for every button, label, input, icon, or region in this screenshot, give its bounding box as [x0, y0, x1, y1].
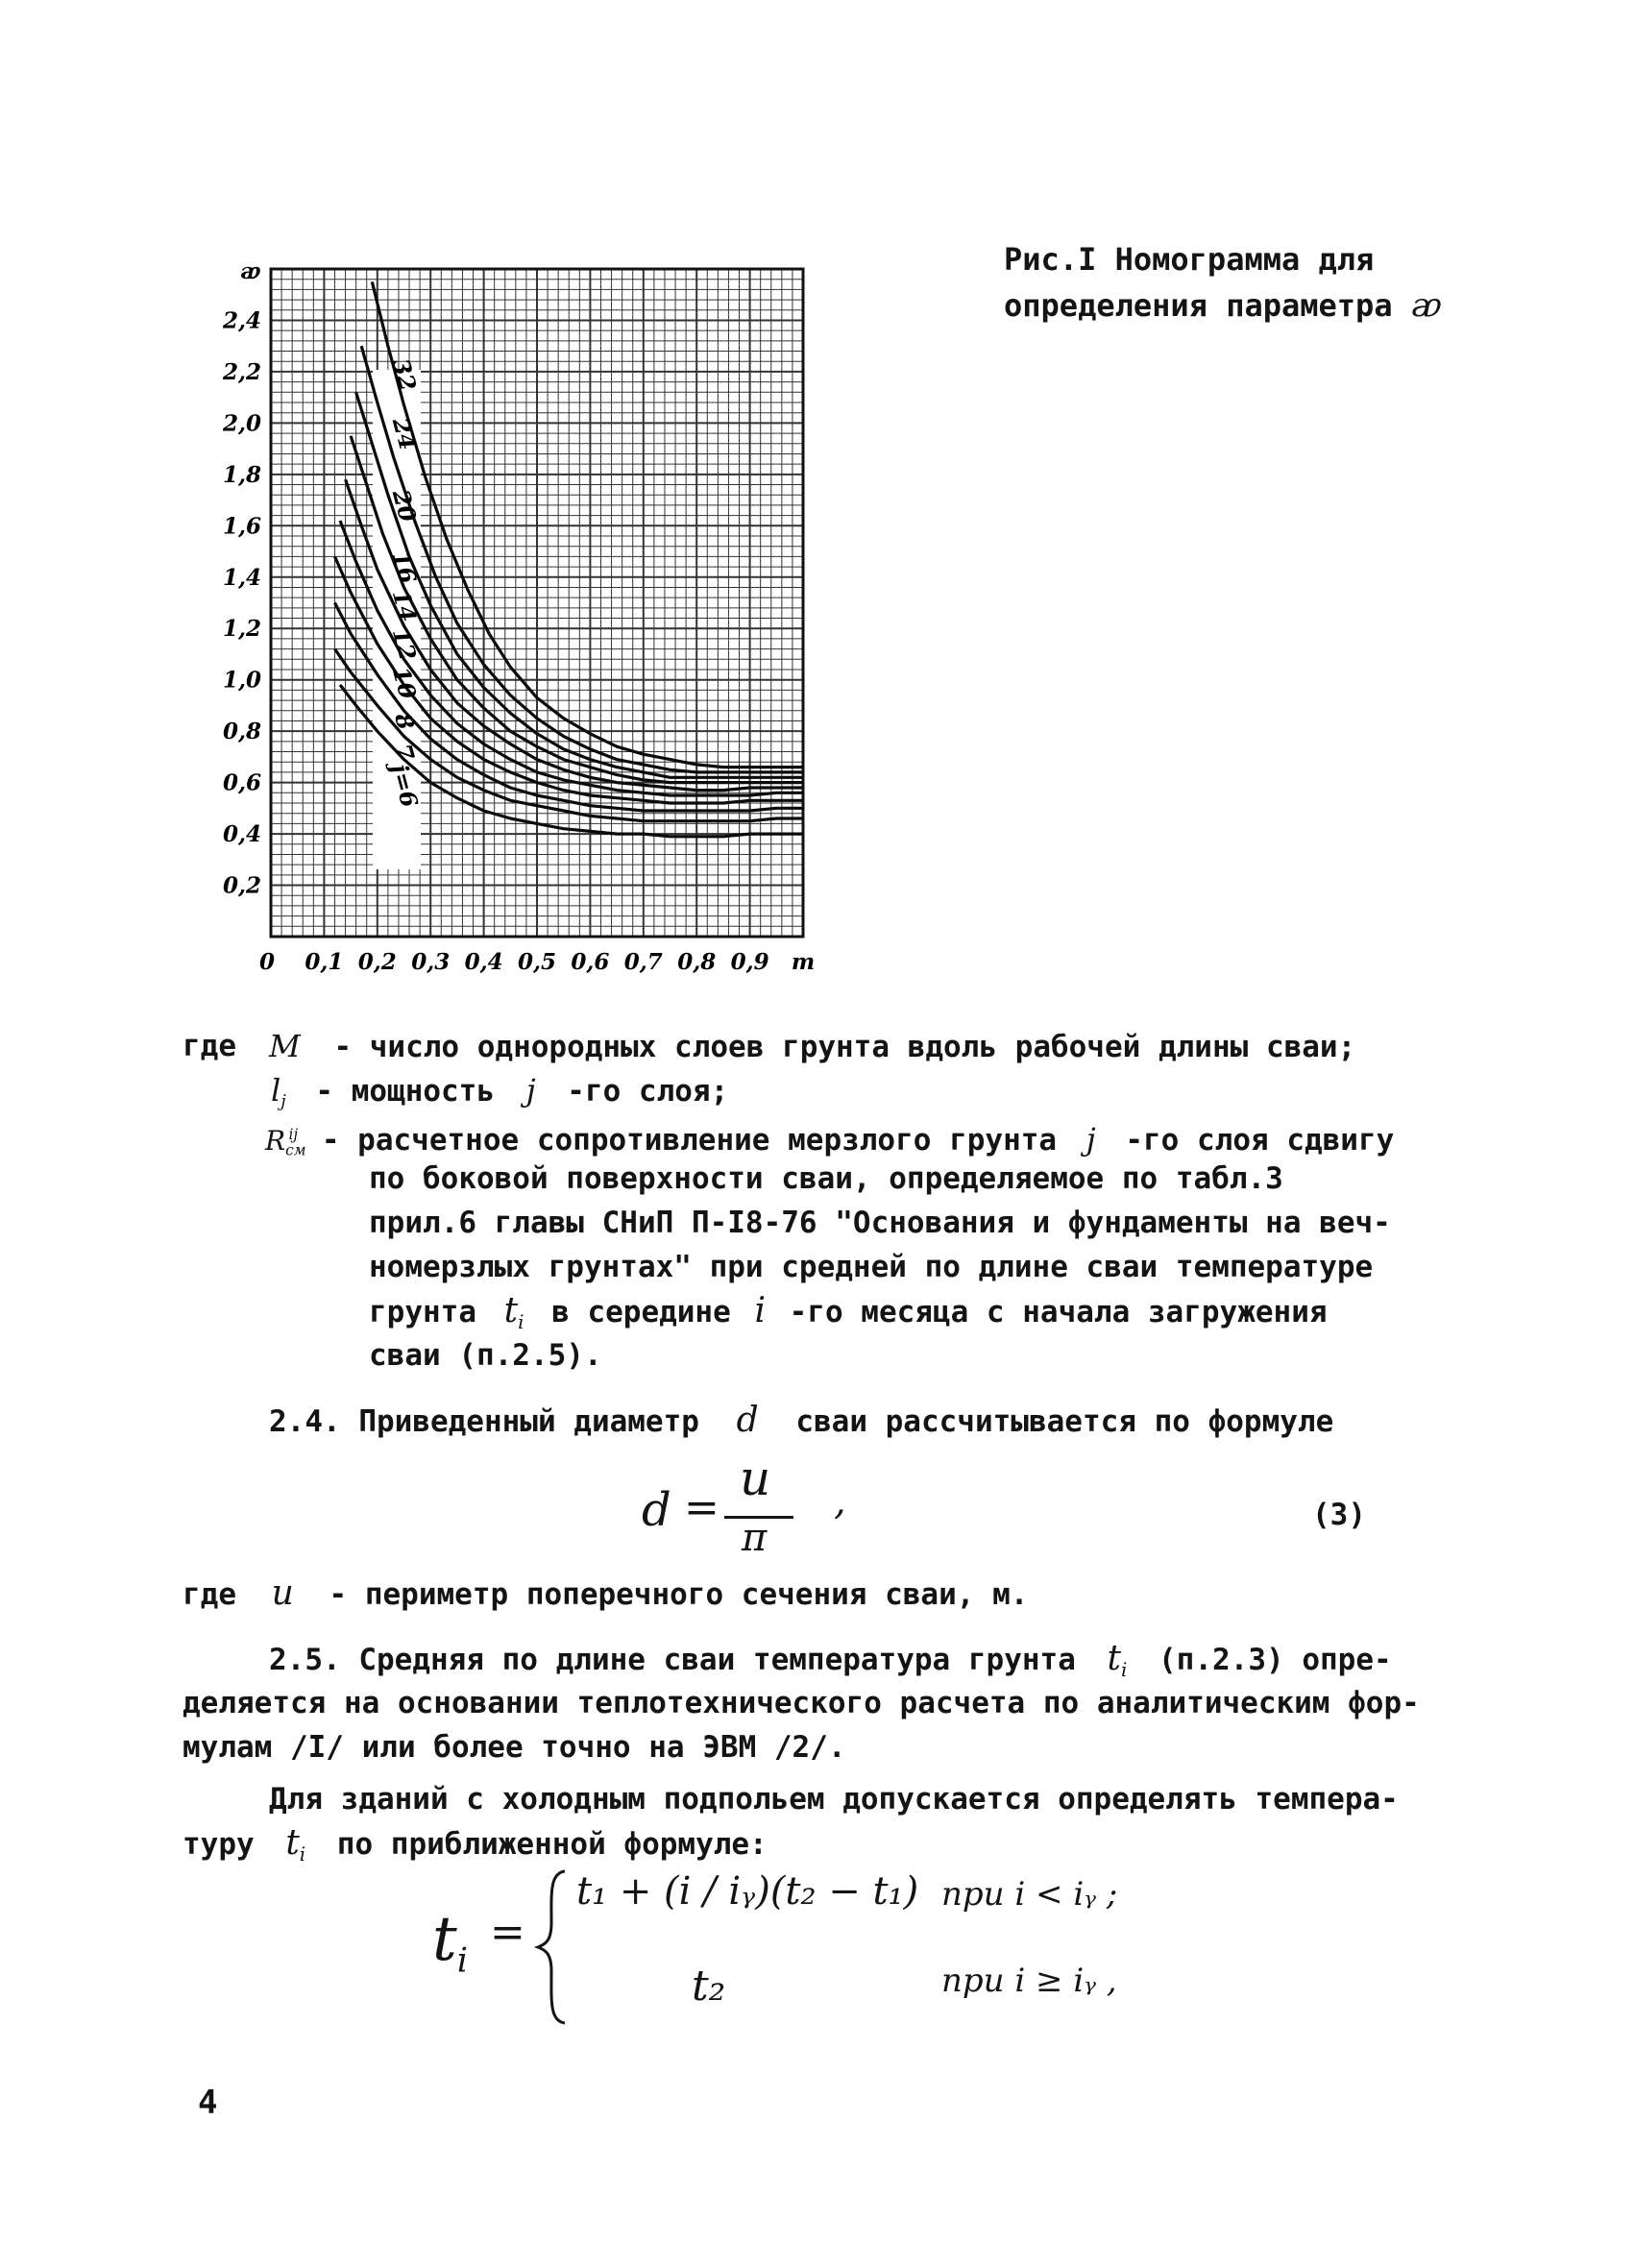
def-r-line-2: по боковой поверхности сваи, определяемое по табл.3 — [369, 1161, 1283, 1196]
where-word: где — [183, 1029, 236, 1063]
curve-label: 10 — [386, 663, 423, 702]
x-tick-label: 0,1 — [305, 949, 344, 975]
caption-symbol: ᴂ — [1410, 286, 1442, 325]
curve-label: 14 — [386, 586, 423, 625]
def-u — [183, 1572, 1028, 1617]
formula-4-lhs-sub: i — [456, 1940, 468, 1981]
caption-line-2 — [1004, 282, 1442, 329]
para-cold-t-sub: i — [299, 1842, 306, 1866]
def-u-text: - периметр поперечного сечения сваи, м. — [329, 1577, 1029, 1612]
formula-4-lhs-t: t — [432, 1904, 457, 1975]
def-r-sup: ij — [288, 1126, 299, 1143]
def-m — [269, 1024, 1355, 1069]
x-tick-label: 0,3 — [411, 949, 451, 975]
y-tick-label: 2,4 — [222, 307, 261, 334]
x-tick-label: m — [791, 949, 816, 975]
def-r-letter: R — [265, 1124, 286, 1157]
def-u-symbol: u — [271, 1573, 294, 1613]
para-cold-l2a: туру — [183, 1827, 255, 1862]
def-r-line-3: прил.6 главы СНиП П-I8-76 "Основания и фундаменты на веч- — [369, 1206, 1391, 1240]
formula-3-eq: = — [684, 1483, 719, 1532]
y-tick-label: 1,0 — [222, 667, 261, 694]
y-tick-label: 1,8 — [222, 461, 261, 488]
y-tick-label: 2,2 — [222, 358, 261, 385]
formula-3-numerator: u — [740, 1451, 771, 1506]
def-r-line5a: грунта — [369, 1295, 476, 1329]
def-r-ti-letter: t — [503, 1291, 519, 1330]
def-r-line5b: в середине — [551, 1295, 731, 1329]
curve-label: 16 — [386, 548, 423, 587]
curve-label: 12 — [386, 624, 423, 664]
def-r-i: i — [754, 1291, 766, 1330]
formula-4-brace — [532, 1866, 571, 2029]
para-2-5-t-sub: i — [1121, 1658, 1128, 1681]
curve-label: 20 — [386, 486, 423, 525]
formula-3-number: (3) — [1312, 1498, 1366, 1532]
para-cold-t: t — [285, 1823, 300, 1863]
y-tick-label: 1,4 — [222, 564, 261, 591]
x-tick-label: 0,7 — [623, 949, 663, 975]
formula-3-comma: , — [834, 1479, 846, 1524]
para-2-5-l1a: 2.5. Средняя по длине сваи температура грунта — [269, 1643, 1076, 1677]
x-tick-label: 0,6 — [571, 949, 610, 975]
def-l-text-b: -го слоя; — [567, 1074, 729, 1109]
formula-4-eq: = — [490, 1908, 525, 1957]
def-l-letter: l — [271, 1072, 281, 1109]
para-2-5-line-3: мулам /I/ или более точно на ЭВМ /2/. — [183, 1730, 846, 1765]
x-tick-label: 0,2 — [357, 949, 397, 975]
para-2-5-t: t — [1107, 1639, 1122, 1678]
formula-4-cond-2: при i ≥ iᵧ , — [941, 1962, 1117, 2000]
def-r-line1a: - расчетное сопротивление мерзлого грунта — [321, 1122, 1058, 1158]
y-tick-label: 0,4 — [222, 821, 261, 848]
def-r-ti-sub: i — [518, 1310, 524, 1333]
y-axis-symbol: ᴂ — [240, 258, 261, 284]
nomogram-figure — [211, 250, 826, 980]
para-2-5-l1b: (п.2.3) опре- — [1158, 1643, 1392, 1677]
def-m-symbol: M — [269, 1028, 301, 1064]
def-r-line1b: -го слоя сдвигу — [1125, 1122, 1395, 1158]
def-r-ti — [503, 1291, 524, 1333]
caption-line-1: Рис.I Номограмма для — [1004, 241, 1375, 278]
def-r-line-6: сваи (п.2.5). — [369, 1338, 602, 1373]
def-r-sub: см — [285, 1141, 306, 1159]
caption-line-2-text: определения параметра — [1004, 287, 1393, 324]
y-tick-label: 1,6 — [222, 513, 261, 540]
formula-4-lhs — [432, 1904, 468, 1980]
def-r-line5c: -го месяца с начала загружения — [789, 1295, 1328, 1329]
y-tick-label: 0,2 — [222, 872, 261, 899]
formula-4-cond-1: при i < iᵧ ; — [941, 1875, 1118, 1914]
figure-caption — [1004, 236, 1442, 329]
x-tick-label: 0,8 — [677, 949, 717, 975]
def-r-j: j — [1085, 1120, 1096, 1158]
formula-3-denominator: π — [742, 1516, 768, 1560]
nomogram-chart — [211, 250, 826, 980]
para-2-4-b: сваи рассчитывается по формуле — [795, 1404, 1334, 1439]
para-2-5-line-2: деляется на основании теплотехнического расчета по аналитическим фор- — [183, 1686, 1420, 1720]
formula-3 — [642, 1451, 891, 1566]
y-tick-labels — [222, 307, 261, 898]
def-u-where: где — [183, 1577, 236, 1612]
x-tick-label: 0,9 — [730, 949, 769, 975]
formula-3-lhs: d — [642, 1483, 671, 1537]
curve-label: 24 — [386, 414, 423, 453]
y-tick-label: 0,6 — [222, 769, 261, 796]
formula-4-case-2: t₂ — [692, 1962, 726, 2011]
def-r-symbol — [265, 1124, 306, 1159]
x-tick-labels — [259, 949, 815, 975]
x-tick-label: 0,4 — [464, 949, 503, 975]
curve-series-32 — [372, 281, 803, 767]
para-2-4-a: 2.4. Приведенный диаметр — [269, 1404, 699, 1439]
def-l-text-a: - мощность — [315, 1074, 496, 1109]
x-tick-label: 0 — [258, 949, 276, 975]
def-l-j: j — [525, 1072, 536, 1109]
curve-series-24 — [361, 346, 803, 772]
y-tick-label: 0,8 — [222, 719, 261, 745]
curve-label: j=6 — [385, 761, 425, 811]
curve-label: 8 — [389, 710, 421, 733]
formula-4 — [432, 1866, 1220, 2029]
curve-label: 7 — [389, 741, 421, 764]
para-cold-l2b: по приближенной формуле: — [336, 1827, 768, 1862]
para-2-4 — [269, 1399, 1333, 1444]
y-tick-label: 1,2 — [222, 616, 261, 643]
para-cold-line-1: Для зданий с холодным подпольем допускается определять темпера- — [269, 1782, 1399, 1817]
para-2-4-d: d — [736, 1401, 759, 1440]
def-l-symbol — [271, 1072, 286, 1112]
def-m-text: - число однородных слоев грунта вдоль рабочей длины сваи; — [333, 1030, 1356, 1064]
x-tick-label: 0,5 — [517, 949, 557, 975]
def-l-sub: j — [280, 1092, 286, 1112]
curve-label: 32 — [386, 355, 423, 394]
para-cold-ti — [285, 1823, 306, 1866]
page-number: 4 — [198, 2084, 218, 2122]
y-tick-label: 2,0 — [222, 410, 261, 437]
para-2-5-ti — [1107, 1639, 1128, 1681]
def-r-line-4: номерзлых грунтах" при средней по длине сваи температуре — [369, 1250, 1374, 1284]
formula-4-case-1: t₁ + (i / iᵧ)(t₂ − t₁) — [576, 1869, 919, 1914]
